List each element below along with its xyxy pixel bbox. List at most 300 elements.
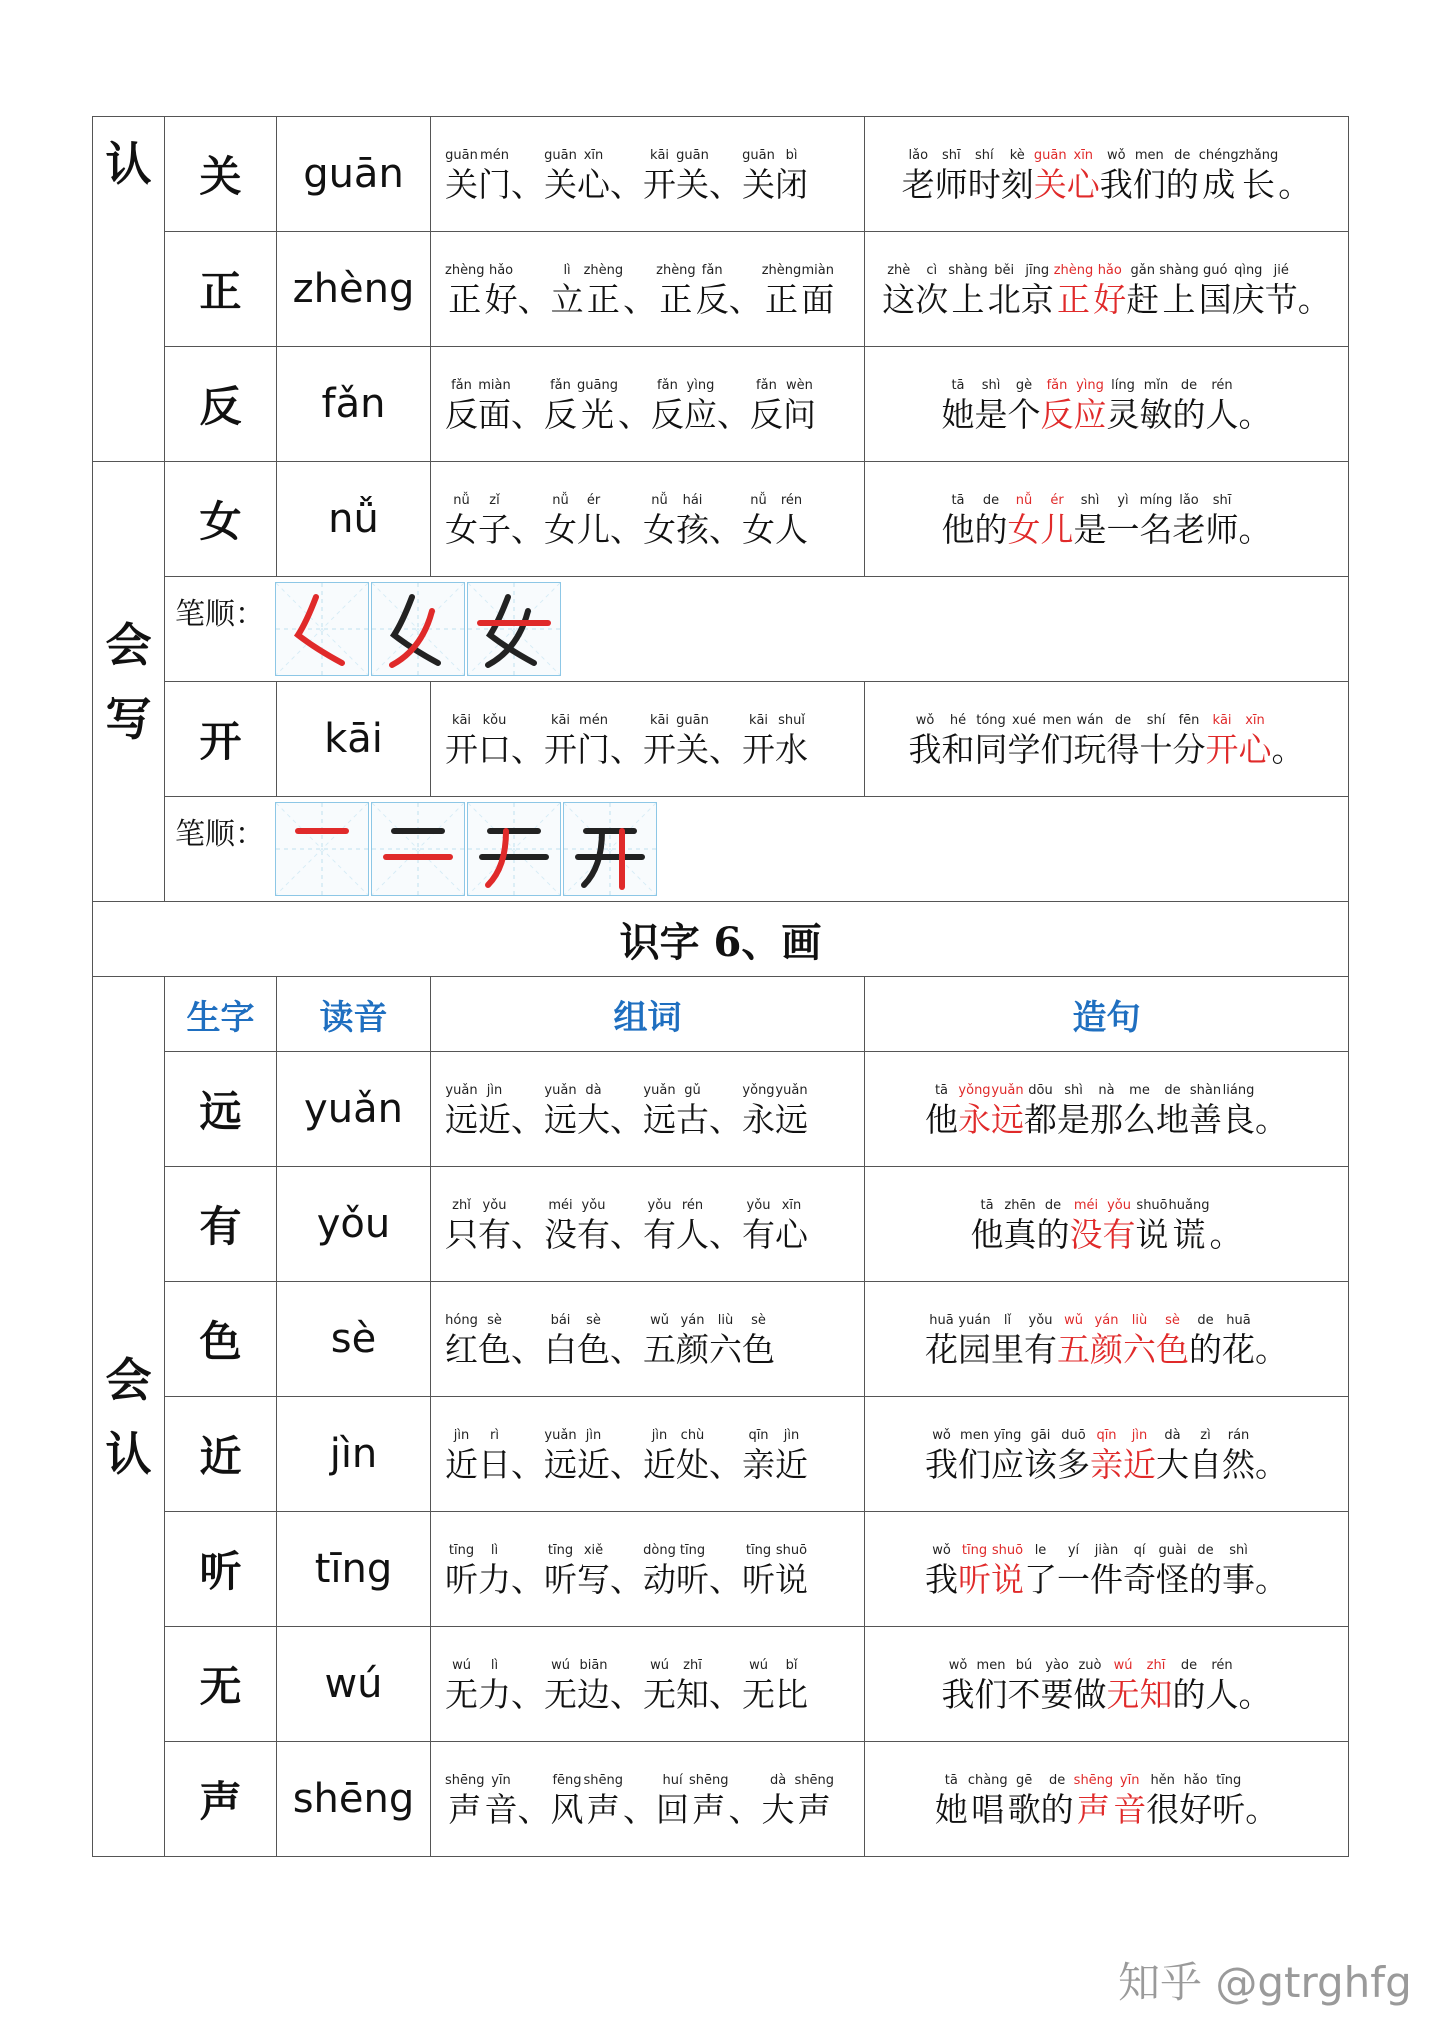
separator: 、 — [511, 509, 544, 549]
pinyin-token — [1041, 1772, 1074, 1830]
character-row — [93, 462, 1349, 577]
pinyin-annotation: shēng — [794, 1772, 835, 1788]
pinyin-annotation: duō — [1061, 1427, 1086, 1443]
hanzi-char: 谎 — [1172, 1214, 1206, 1254]
pinyin-annotation: kāi — [550, 712, 571, 728]
pinyin-token — [577, 712, 610, 770]
pinyin-token — [544, 1197, 577, 1255]
pinyin-annotation: tīng — [448, 1542, 475, 1558]
stroke-step-box — [467, 802, 561, 896]
pinyin-token — [925, 1312, 958, 1370]
stroke-step-glyph — [468, 583, 560, 675]
pinyin-token — [742, 147, 775, 205]
hanzi-char: 真 — [1003, 1214, 1037, 1254]
pinyin-annotation: yuǎn — [775, 1082, 808, 1098]
pinyin-token — [445, 1657, 478, 1715]
stroke-step-glyph — [372, 583, 464, 675]
hanzi-char: 我 — [908, 729, 942, 769]
lesson-title: 识字 6、画 — [93, 902, 1349, 977]
pinyin-token — [1173, 1657, 1206, 1715]
pinyin-annotation: biān — [579, 1657, 608, 1673]
hanzi-char: 红 — [445, 1329, 478, 1369]
pinyin-annotation: dòng — [643, 1542, 676, 1558]
hanzi-char: 女 — [445, 509, 478, 549]
pinyin-token — [975, 1657, 1008, 1715]
pinyin-annotation: huí — [662, 1772, 683, 1788]
hanzi-char: 面 — [801, 279, 835, 319]
pinyin-annotation: shēng — [1073, 1772, 1114, 1788]
pinyin-token — [1173, 712, 1206, 770]
pinyin-annotation: gē — [1016, 1772, 1033, 1788]
hanzi-char: 次 — [915, 279, 949, 319]
pinyin-annotation: fēng — [552, 1772, 582, 1788]
pinyin-cell: sè — [277, 1282, 431, 1397]
hanzi-char: 无 — [445, 1674, 478, 1714]
pinyin-annotation: kāi — [649, 712, 670, 728]
pinyin-annotation: yīng — [993, 1427, 1022, 1443]
pinyin-token — [445, 1542, 478, 1600]
pinyin-token — [478, 1082, 511, 1140]
pinyin-token — [1169, 1197, 1210, 1255]
hanzi-char: 听 — [1212, 1789, 1246, 1829]
pinyin-token — [1090, 1082, 1123, 1140]
hanzi-char: 力 — [478, 1559, 511, 1599]
watermark: 知乎 @gtrghfg — [1118, 1958, 1412, 2007]
section-label-huiren — [93, 977, 165, 1857]
stroke-step-box — [563, 802, 657, 896]
pinyin-token — [1245, 1772, 1278, 1830]
pinyin-token — [445, 1772, 485, 1830]
pinyin-annotation: de — [1164, 1082, 1181, 1098]
hanzi-char: 节 — [1264, 279, 1298, 319]
separator: 、 — [709, 164, 742, 204]
pinyin-annotation: shuō — [775, 1542, 808, 1558]
character-row — [93, 682, 1349, 797]
pinyin-token — [991, 1082, 1024, 1140]
stroke-order-cell — [165, 577, 1349, 682]
pinyin-annotation: bì — [785, 147, 798, 163]
hanzi-char: 自 — [1189, 1444, 1222, 1484]
hanzi-char: 白 — [544, 1329, 577, 1369]
character-cell: 开 — [165, 682, 277, 797]
pinyin-token — [742, 1657, 775, 1715]
hanzi-char: 心 — [1066, 164, 1100, 204]
pinyin-token — [775, 1082, 808, 1140]
pinyin-token — [975, 712, 1008, 770]
section-char: 会 — [105, 1352, 152, 1407]
pinyin-annotation: jìn — [783, 1427, 800, 1443]
separator: 、 — [610, 1444, 643, 1484]
pinyin-annotation: rán — [1227, 1427, 1250, 1443]
pinyin-token — [742, 1082, 775, 1140]
pinyin-annotation: shī — [1212, 492, 1232, 508]
separator: 、 — [511, 394, 544, 434]
separator: 、 — [709, 1099, 742, 1139]
sentence-cell — [865, 117, 1349, 232]
stroke-step-box — [275, 582, 369, 676]
pinyin-annotation: shì — [1229, 1542, 1248, 1558]
pinyin-token — [1179, 1772, 1212, 1830]
pinyin-annotation: shēng — [445, 1772, 485, 1788]
pinyin-annotation: yǒu — [1028, 1312, 1053, 1328]
stroke-order-row — [93, 797, 1349, 902]
pinyin-token — [742, 1542, 775, 1600]
pinyin-annotation: wú — [749, 1657, 768, 1673]
pinyin-token — [676, 1657, 709, 1715]
pinyin-annotation: cì — [926, 262, 938, 278]
hanzi-char: 们 — [1132, 164, 1166, 204]
hanzi-char: 的 — [1189, 1559, 1222, 1599]
sentence-cell — [865, 1167, 1349, 1282]
pinyin-annotation: men — [960, 1427, 989, 1443]
pinyin-annotation: miàn — [478, 377, 511, 393]
hanzi-char: 善 — [1189, 1099, 1222, 1139]
vocab-table — [92, 116, 1349, 1857]
hanzi-char: 远 — [991, 1099, 1024, 1139]
hanzi-char: 说 — [991, 1559, 1024, 1599]
pinyin-token — [1206, 712, 1239, 770]
pinyin-token — [643, 712, 676, 770]
pinyin-cell: guān — [277, 117, 431, 232]
hanzi-char: 和 — [941, 729, 975, 769]
pinyin-token — [1107, 712, 1140, 770]
word-group-cell — [431, 232, 865, 347]
pinyin-token — [544, 1657, 577, 1715]
pinyin-token — [1024, 1427, 1057, 1485]
pinyin-annotation: zhèng — [583, 262, 624, 278]
pinyin-token — [1206, 492, 1239, 550]
hanzi-char: 回 — [656, 1789, 690, 1829]
pinyin-token — [1034, 147, 1067, 205]
hanzi-char: 声 — [692, 1789, 726, 1829]
pinyin-token — [643, 1657, 676, 1715]
hanzi-char: 永 — [958, 1099, 991, 1139]
pinyin-token — [544, 492, 577, 550]
lesson-title-row — [93, 902, 1349, 977]
separator: 、 — [610, 1214, 643, 1254]
hanzi-char: 比 — [775, 1674, 808, 1714]
word-line — [445, 262, 834, 320]
hanzi-char: 我 — [1099, 164, 1133, 204]
pinyin-annotation: huǎng — [1168, 1197, 1210, 1213]
sentence-line — [925, 1542, 1288, 1600]
pinyin-token — [551, 1772, 584, 1830]
pinyin-token — [1156, 1542, 1189, 1600]
hanzi-char: 花 — [925, 1329, 958, 1369]
pinyin-token — [775, 712, 808, 770]
hanzi-char: 颜 — [1090, 1329, 1123, 1369]
pinyin-annotation: rén — [681, 1197, 704, 1213]
pinyin-token — [1222, 1542, 1255, 1600]
pinyin-annotation: shí — [974, 147, 994, 163]
pinyin-annotation: guāng — [577, 377, 618, 393]
hanzi-char: 女 — [643, 509, 676, 549]
pinyin-token — [925, 1427, 958, 1485]
separator: 、 — [709, 1444, 742, 1484]
pinyin-annotation: shuǐ — [778, 712, 805, 728]
hanzi-char: 无 — [1106, 1674, 1140, 1714]
pinyin-token — [643, 492, 676, 550]
hanzi-char: 赶 — [1126, 279, 1160, 319]
pinyin-token — [1090, 1312, 1123, 1370]
separator: 、 — [610, 1559, 643, 1599]
pinyin-annotation: xīn — [1073, 147, 1094, 163]
stroke-step-box — [467, 582, 561, 676]
sentence-line — [942, 377, 1272, 435]
hanzi-char: 声 — [586, 1789, 620, 1829]
pinyin-annotation: dà — [1164, 1427, 1181, 1443]
hanzi-char: 反 — [650, 394, 684, 434]
hanzi-char: 有 — [1102, 1214, 1136, 1254]
separator: 、 — [709, 509, 742, 549]
sentence-cell — [865, 1627, 1349, 1742]
pinyin-token — [801, 262, 834, 320]
pinyin-annotation: le — [1034, 1542, 1047, 1558]
hanzi-char: 应 — [1073, 394, 1107, 434]
pinyin-token — [1239, 712, 1272, 770]
pinyin-cell: kāi — [277, 682, 431, 797]
pinyin-token — [1140, 492, 1173, 550]
hanzi-char: 亲 — [742, 1444, 775, 1484]
pinyin-annotation: wǔ — [1064, 1312, 1083, 1328]
pinyin-annotation: rì — [490, 1427, 499, 1443]
hanzi-char: 。 — [1238, 1674, 1272, 1714]
pinyin-annotation: shàng — [1159, 262, 1199, 278]
hanzi-char: 六 — [709, 1329, 742, 1369]
hanzi-char: 么 — [1123, 1099, 1156, 1139]
pinyin-token — [676, 1427, 709, 1485]
hanzi-char: 她 — [934, 1789, 968, 1829]
pinyin-token — [577, 1427, 610, 1485]
hanzi-char: 。 — [1271, 729, 1305, 769]
pinyin-annotation: zǐ — [489, 492, 500, 508]
pinyin-token — [1239, 377, 1272, 435]
separator: 、 — [511, 1674, 544, 1714]
pinyin-annotation: wú — [452, 1657, 471, 1673]
hanzi-char: 都 — [1024, 1099, 1057, 1139]
section-char: 会 — [105, 617, 152, 672]
pinyin-annotation: yuǎn — [544, 1082, 577, 1098]
pinyin-token — [684, 377, 717, 435]
word-group-cell — [431, 1167, 865, 1282]
hanzi-char: 色 — [577, 1329, 610, 1369]
pinyin-token — [696, 262, 729, 320]
character-cell: 远 — [165, 1052, 277, 1167]
hanzi-char: 处 — [676, 1444, 709, 1484]
pinyin-token — [544, 1427, 577, 1485]
pinyin-annotation: yán — [680, 1312, 705, 1328]
sentence-cell — [865, 1397, 1349, 1512]
pinyin-annotation: qīn — [1096, 1427, 1117, 1443]
pinyin-token — [577, 1082, 610, 1140]
hanzi-char: 是 — [1073, 509, 1107, 549]
character-cell: 色 — [165, 1282, 277, 1397]
stroke-step-glyph — [564, 803, 656, 895]
pinyin-annotation: wán — [1076, 712, 1104, 728]
hanzi-char: 开 — [643, 164, 676, 204]
pinyin-token — [1107, 377, 1140, 435]
pinyin-annotation: kāi — [451, 712, 472, 728]
pinyin-cell: shēng — [277, 1742, 431, 1857]
pinyin-token — [544, 377, 577, 435]
separator: 、 — [517, 279, 551, 319]
pinyin-cell: fǎn — [277, 347, 431, 462]
pinyin-annotation: zhèng — [1053, 262, 1094, 278]
pinyin-annotation: tīng — [1216, 1772, 1242, 1788]
pinyin-annotation: guān — [1033, 147, 1067, 163]
separator: 、 — [709, 729, 742, 769]
pinyin-token — [958, 1312, 991, 1370]
hanzi-char: 学 — [1007, 729, 1041, 769]
word-line — [445, 1542, 808, 1600]
pinyin-annotation: nà — [1098, 1082, 1115, 1098]
pinyin-token — [775, 1197, 808, 1255]
hanzi-char: 有 — [643, 1214, 676, 1254]
hanzi-char: 知 — [1139, 1674, 1173, 1714]
hanzi-char: 远 — [643, 1099, 676, 1139]
pinyin-annotation: tīng — [745, 1542, 772, 1558]
hanzi-char: 怪 — [1156, 1559, 1189, 1599]
pinyin-annotation: xué — [1012, 712, 1036, 728]
sentence-line — [882, 262, 1331, 320]
hanzi-char: 成 — [1202, 164, 1236, 204]
pinyin-token — [478, 1312, 511, 1370]
hanzi-char: 关 — [445, 164, 478, 204]
pinyin-token — [577, 1542, 610, 1600]
pinyin-annotation: dà — [769, 1772, 787, 1788]
pinyin-annotation: ér — [1050, 492, 1064, 508]
hanzi-char: 反 — [749, 394, 783, 434]
sentence-line — [971, 1197, 1243, 1255]
hanzi-char: 。 — [1238, 509, 1272, 549]
pinyin-annotation: guān — [445, 147, 478, 163]
hanzi-char: 音 — [484, 1789, 518, 1829]
hanzi-char: 正 — [659, 279, 693, 319]
pinyin-annotation — [1298, 262, 1331, 280]
column-header: 生字 — [165, 977, 277, 1052]
pinyin-token — [643, 147, 676, 205]
stroke-order-row — [93, 577, 1349, 682]
pinyin-token — [1074, 492, 1107, 550]
pinyin-annotation: yīn — [1119, 1772, 1140, 1788]
hanzi-char: 。 — [1255, 1099, 1288, 1139]
pinyin-token — [656, 1772, 689, 1830]
pinyin-annotation: de — [982, 492, 1000, 508]
character-cell: 反 — [165, 347, 277, 462]
pinyin-annotation: kāi — [748, 712, 769, 728]
word-group-cell — [431, 1052, 865, 1167]
pinyin-token — [1209, 1197, 1242, 1255]
pinyin-annotation: ér — [586, 492, 601, 508]
character-cell: 近 — [165, 1397, 277, 1512]
hanzi-char: 知 — [676, 1674, 709, 1714]
pinyin-token — [1074, 1657, 1107, 1715]
pinyin-token — [577, 1312, 610, 1370]
hanzi-char: 关 — [742, 164, 775, 204]
pinyin-token — [445, 1312, 478, 1370]
hanzi-char: 人 — [676, 1214, 709, 1254]
pinyin-token — [925, 1542, 958, 1600]
pinyin-token — [958, 1082, 991, 1140]
pinyin-token — [1021, 262, 1054, 320]
hanzi-char: 远 — [544, 1099, 577, 1139]
pinyin-annotation: liù — [717, 1312, 734, 1328]
pinyin-annotation: shì — [1064, 1082, 1083, 1098]
pinyin-annotation: hěn — [1150, 1772, 1175, 1788]
hanzi-char: 歌 — [1007, 1789, 1041, 1829]
separator: 、 — [709, 1559, 742, 1599]
pinyin-annotation: tā — [951, 377, 965, 393]
pinyin-token — [485, 1772, 518, 1830]
hanzi-char: 。 — [1255, 1559, 1288, 1599]
hanzi-char: 有 — [577, 1214, 610, 1254]
pinyin-token — [1090, 1427, 1123, 1485]
pinyin-token — [1222, 1427, 1255, 1485]
pinyin-annotation: tā — [944, 1772, 958, 1788]
pinyin-token — [1074, 712, 1107, 770]
pinyin-annotation: hǎo — [488, 262, 514, 278]
hanzi-char: 口 — [478, 729, 511, 769]
pinyin-token — [1107, 1657, 1140, 1715]
hanzi-char: 无 — [643, 1674, 676, 1714]
pinyin-annotation — [1239, 1657, 1272, 1675]
hanzi-char: 多 — [1057, 1444, 1090, 1484]
pinyin-annotation: de — [1180, 1657, 1198, 1673]
pinyin-annotation: tā — [934, 1082, 949, 1098]
pinyin-annotation: yì — [1117, 492, 1129, 508]
pinyin-token — [577, 377, 618, 435]
pinyin-annotation: de — [1197, 1312, 1214, 1328]
pinyin-annotation — [1209, 1197, 1242, 1215]
pinyin-token — [445, 262, 485, 320]
pinyin-annotation: chù — [680, 1427, 705, 1443]
separator: 、 — [511, 729, 544, 769]
pinyin-token — [1255, 1427, 1288, 1485]
pinyin-annotation: xīn — [781, 1197, 802, 1213]
pinyin-annotation: yìng — [1076, 377, 1104, 393]
hanzi-char: 五 — [643, 1329, 676, 1369]
pinyin-token — [676, 1542, 709, 1600]
word-line — [445, 1657, 808, 1715]
word-line — [445, 1427, 808, 1485]
pinyin-token — [1272, 712, 1305, 770]
pinyin-token — [1054, 262, 1094, 320]
pinyin-token — [544, 1082, 577, 1140]
word-line — [445, 712, 808, 770]
pinyin-annotation: shēng — [583, 1772, 624, 1788]
hanzi-char: 事 — [1222, 1559, 1255, 1599]
pinyin-token — [445, 147, 478, 205]
hanzi-char: 日 — [478, 1444, 511, 1484]
pinyin-annotation: shì — [981, 377, 1001, 393]
separator: 、 — [511, 1559, 544, 1599]
pinyin-annotation: yán — [1094, 1312, 1119, 1328]
pinyin-token — [551, 262, 584, 320]
pinyin-annotation: dōu — [1028, 1082, 1053, 1098]
hanzi-char: 听 — [445, 1559, 478, 1599]
pinyin-token — [942, 492, 975, 550]
pinyin-token — [935, 147, 968, 205]
separator: 、 — [610, 729, 643, 769]
hanzi-char: 他 — [941, 509, 975, 549]
hanzi-char: 的 — [1036, 1214, 1070, 1254]
pinyin-annotation: shàn — [1189, 1082, 1222, 1098]
pinyin-token — [1041, 492, 1074, 550]
pinyin-annotation: men — [1134, 147, 1164, 163]
pinyin-annotation: wú — [551, 1657, 570, 1673]
pinyin-annotation — [1255, 1542, 1288, 1560]
pinyin-token — [1222, 1312, 1255, 1370]
